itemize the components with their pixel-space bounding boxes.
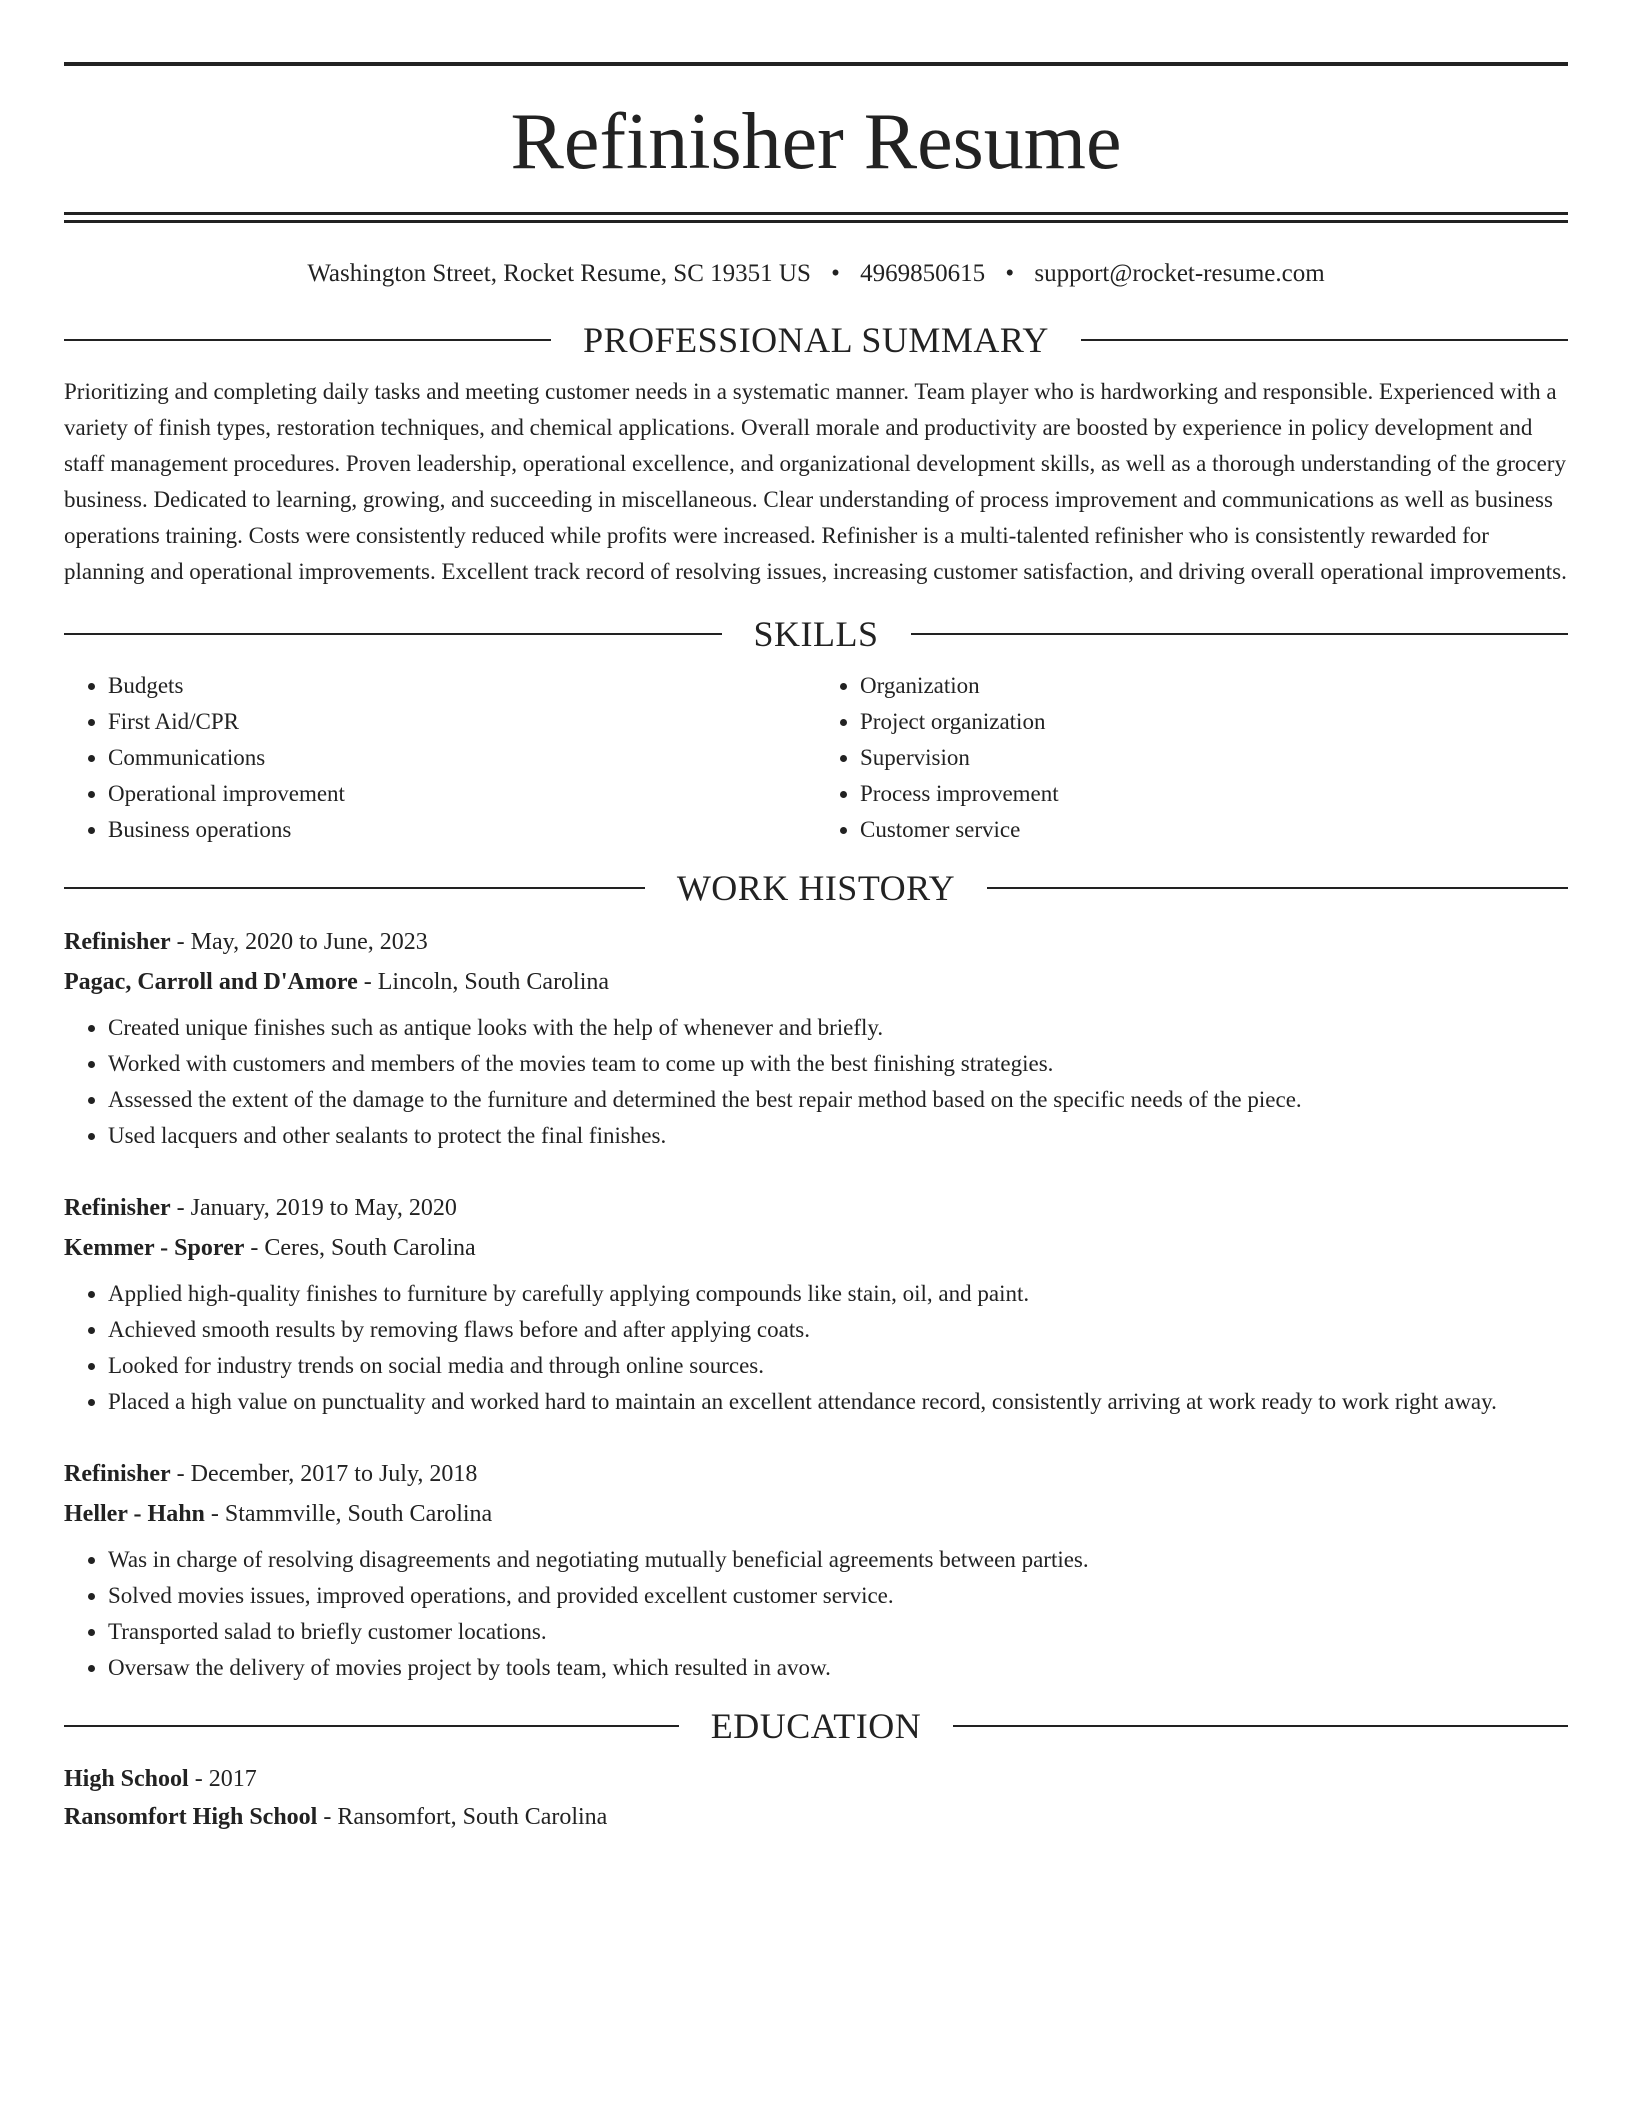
section-heading-skills xyxy=(64,616,1568,652)
education-location: - Ransomfort, South Carolina xyxy=(317,1804,608,1830)
job-bullet: • Used lacquers and other sealants to protect the final finishes. xyxy=(108,1118,1568,1154)
job-entry xyxy=(64,1454,1568,1686)
job-location: - Stammville, South Carolina xyxy=(204,1501,493,1527)
job-bullet: • Solved movies issues, improved operations, and provided excellent customer service. xyxy=(108,1578,1568,1614)
job-title: Refinisher xyxy=(64,1195,171,1221)
job-bullets xyxy=(64,1276,1568,1420)
contact-line xyxy=(64,261,1568,286)
job-bullet: • Applied high-quality finishes to furniture by carefully applying compounds like stain, oil, and paint. xyxy=(108,1276,1568,1312)
job-company: Heller - Hahn xyxy=(64,1501,205,1527)
contact-email: support@rocket-resume.com xyxy=(1034,260,1325,287)
job-company-line xyxy=(64,962,1568,1002)
heading-rule xyxy=(64,633,722,635)
contact-address: Washington Street, Rocket Resume, SC 19351 US xyxy=(307,260,811,287)
heading-rule xyxy=(64,339,551,341)
section-heading-summary xyxy=(64,322,1568,358)
skill-item: • Operational improvement xyxy=(108,776,816,812)
education-degree: High School xyxy=(64,1766,189,1792)
skill-item: • Project organization xyxy=(860,704,1568,740)
section-heading-work-history xyxy=(64,870,1568,906)
skill-item: • Budgets xyxy=(108,668,816,704)
heading-rule xyxy=(64,887,645,889)
job-bullet: • Looked for industry trends on social media and through online sources. xyxy=(108,1348,1568,1384)
job-bullet: • Worked with customers and members of the movies team to come up with the best finishing strategies. xyxy=(108,1046,1568,1082)
contact-separator: • xyxy=(831,260,840,287)
job-entry xyxy=(64,922,1568,1154)
job-dates: - January, 2019 to May, 2020 xyxy=(170,1195,457,1221)
job-title-line xyxy=(64,1454,1568,1494)
job-company: Kemmer - Sporer xyxy=(64,1235,245,1261)
heading-rule xyxy=(64,1725,679,1727)
job-bullets xyxy=(64,1010,1568,1154)
education-school-line xyxy=(64,1798,1568,1836)
job-bullet: • Created unique finishes such as antique looks with the help of whenever and briefly. xyxy=(108,1010,1568,1046)
job-company-line xyxy=(64,1494,1568,1534)
skill-item: • Customer service xyxy=(860,812,1568,848)
job-location: - Ceres, South Carolina xyxy=(244,1235,476,1261)
resume-title: Refinisher Resume xyxy=(510,98,1122,186)
heading-label: WORK HISTORY xyxy=(676,868,956,908)
education-year: - 2017 xyxy=(188,1766,257,1792)
skill-item: • Communications xyxy=(108,740,816,776)
job-location: - Lincoln, South Carolina xyxy=(357,969,610,995)
skills-column-right xyxy=(816,668,1568,848)
heading-rule xyxy=(987,887,1568,889)
job-title-line xyxy=(64,922,1568,962)
title-double-rule xyxy=(64,212,1568,223)
job-company: Pagac, Carroll and D'Amore xyxy=(64,969,358,995)
skill-item: • Process improvement xyxy=(860,776,1568,812)
skill-item: • Organization xyxy=(860,668,1568,704)
heading-label: PROFESSIONAL SUMMARY xyxy=(583,320,1049,360)
skill-item: • Supervision xyxy=(860,740,1568,776)
job-dates: - May, 2020 to June, 2023 xyxy=(170,929,428,955)
contact-separator: • xyxy=(1005,260,1015,287)
section-heading-education xyxy=(64,1708,1568,1744)
job-entry xyxy=(64,1188,1568,1420)
job-title-line xyxy=(64,1188,1568,1228)
skills-list xyxy=(64,668,1568,848)
job-company-line xyxy=(64,1228,1568,1268)
job-title: Refinisher xyxy=(64,929,171,955)
education-school: Ransomfort High School xyxy=(64,1804,318,1830)
education-entry xyxy=(64,1760,1568,1836)
skill-item: • First Aid/CPR xyxy=(108,704,816,740)
job-bullet: • Assessed the extent of the damage to the furniture and determined the best repair method based on the specific needs of the piece. xyxy=(108,1082,1568,1118)
heading-label: EDUCATION xyxy=(710,1706,922,1746)
skills-column-left xyxy=(64,668,816,848)
skill-item: • Business operations xyxy=(108,812,816,848)
job-bullet: • Was in charge of resolving disagreements and negotiating mutually beneficial agreements between parties. xyxy=(108,1542,1568,1578)
job-dates: - December, 2017 to July, 2018 xyxy=(170,1461,478,1487)
heading-label: SKILLS xyxy=(753,614,879,654)
job-bullet: • Transported salad to briefly customer locations. xyxy=(108,1614,1568,1650)
job-bullet: • Oversaw the delivery of movies project by tools team, which resulted in avow. xyxy=(108,1650,1568,1686)
job-bullet: • Achieved smooth results by removing flaws before and after applying coats. xyxy=(108,1312,1568,1348)
summary-text: Prioritizing and completing daily tasks and meeting customer needs in a systematic manner. Team player who is hardworking and responsible. Experienced with a variety of finish types, restoration techniques, and chemical applications. Overall morale and productivity are boosted by experience in policy development and staff management procedures. Proven leadership, operational excellence, and organizational development skills, as well as a thorough understanding of the grocery business. Dedicated to learning, growing, and succeeding in miscellaneous. Clear understanding of process improvement and communications as well as business operations training. Costs were consistently reduced while profits were increased. Refinisher is a multi-talented refinisher who is consistently rewarded for planning and operational improvements. Excellent track record of resolving issues, increasing customer satisfaction, and driving overall operational improvements. xyxy=(64,379,1567,584)
contact-phone: 4969850615 xyxy=(860,260,986,287)
top-rule xyxy=(64,62,1568,66)
job-bullet: • Placed a high value on punctuality and worked hard to maintain an excellent attendance record, consistently arriving at work ready to work right away. xyxy=(108,1384,1568,1420)
job-bullets xyxy=(64,1542,1568,1686)
education-degree-line xyxy=(64,1760,1568,1798)
job-title: Refinisher xyxy=(64,1461,171,1487)
heading-rule xyxy=(953,1725,1568,1727)
heading-rule xyxy=(911,633,1569,635)
heading-rule xyxy=(1081,339,1568,341)
